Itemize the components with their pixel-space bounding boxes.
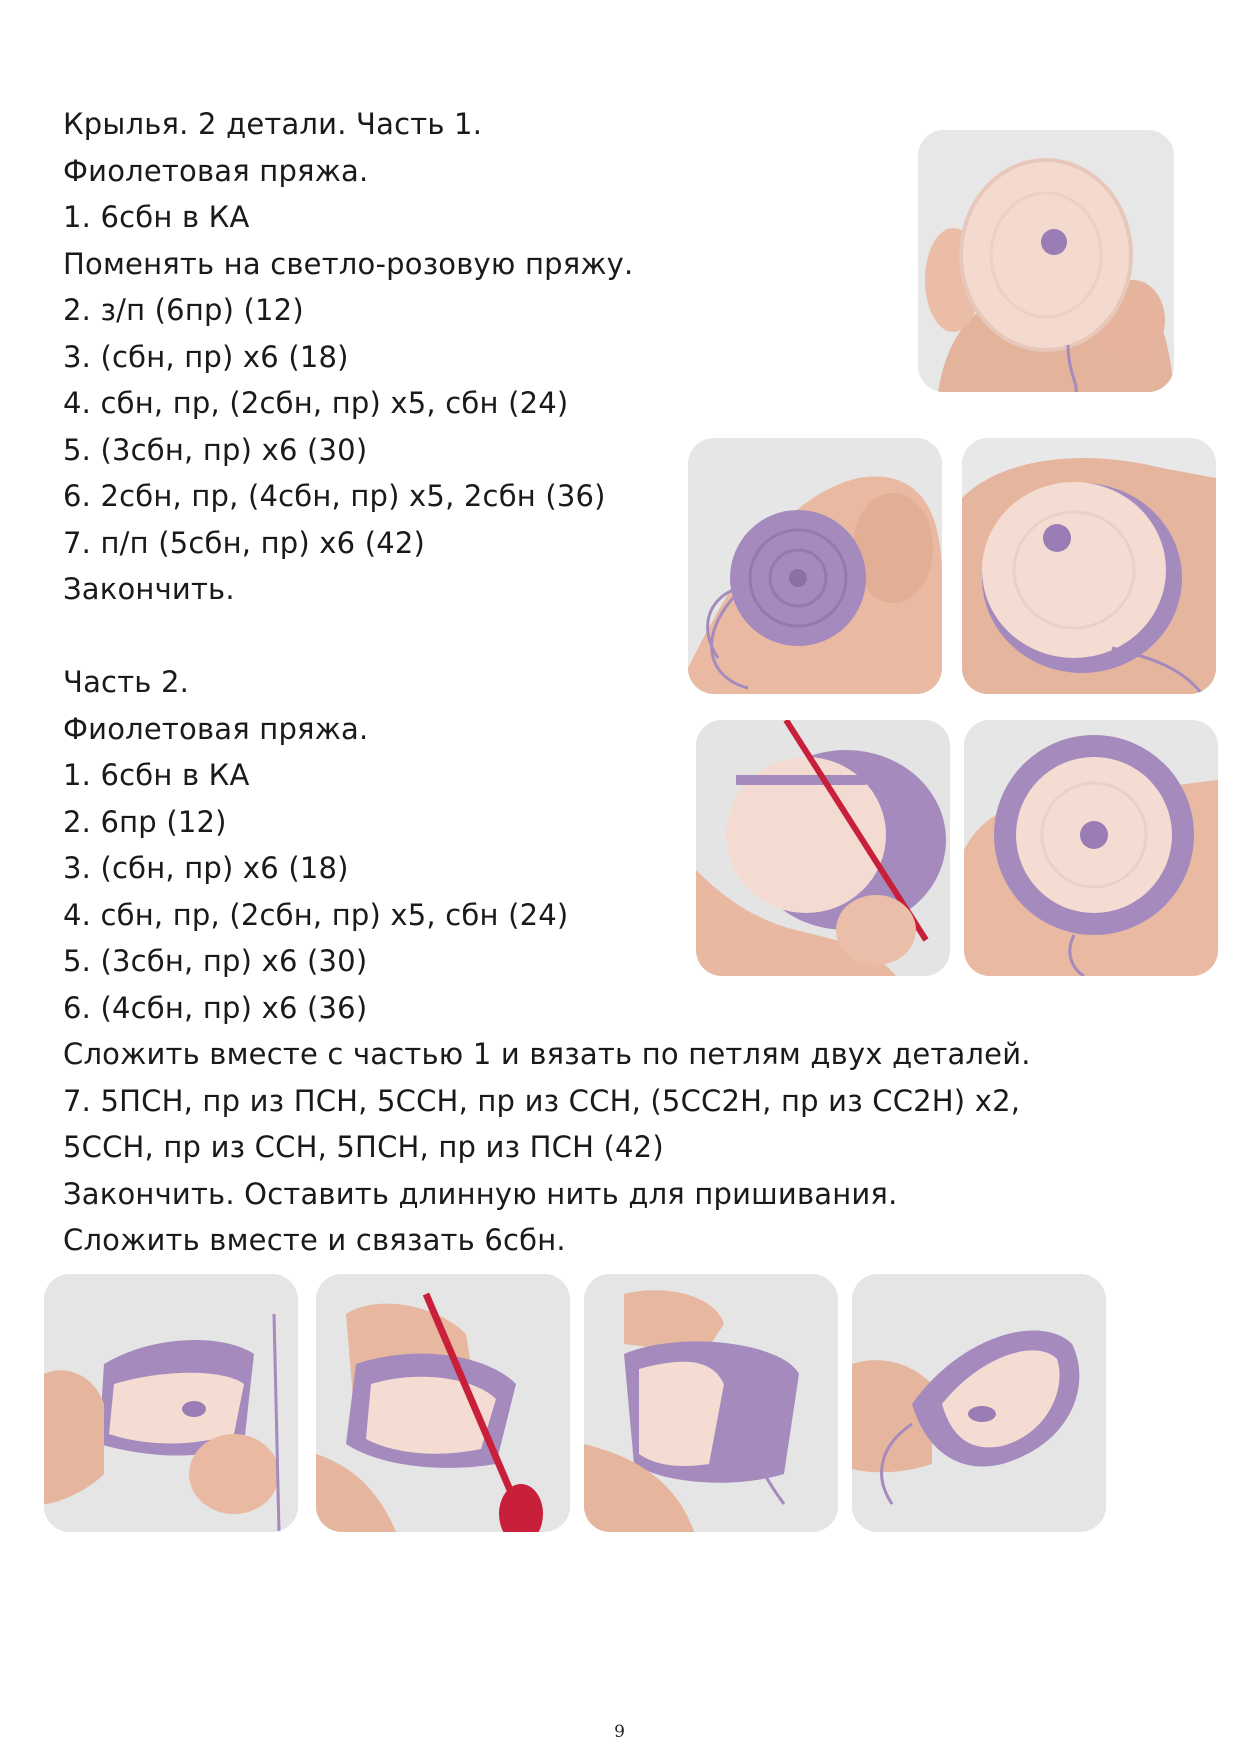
part1-finish: Закончить.	[63, 572, 235, 606]
part1-yarn-color: Фиолетовая пряжа.	[63, 153, 369, 188]
part2-fold-instruction: Сложить вместе и связать 6сбн.	[63, 1223, 566, 1257]
part1-row-1: 1. 6сбн в КА	[63, 200, 250, 234]
part2-row-6: 6. (4сбн, пр) х6 (36)	[63, 990, 368, 1025]
part2-join-instruction: Сложить вместе с частью 1 и вязать по петлям двух деталей.	[63, 1037, 1031, 1071]
part2-row-4: 4. сбн, пр, (2сбн, пр) х5, сбн (24)	[63, 897, 569, 932]
part2-row-3: 3. (сбн, пр) х6 (18)	[63, 851, 349, 885]
part1-row-6: 6. 2сбн, пр, (4сбн, пр) х5, 2сбн (36)	[63, 479, 606, 513]
photo-pink-disc-in-hand	[918, 130, 1174, 392]
part1-row-4: 4. сбн, пр, (2сбн, пр) х5, сбн (24)	[63, 386, 569, 420]
photo-joining-with-hook	[696, 720, 950, 976]
part2-row-5: 5. (3сбн, пр) х6 (30)	[63, 944, 368, 978]
photo-folded-wing-3	[584, 1274, 838, 1532]
part2-row-1: 1. 6сбн в КА	[63, 758, 250, 792]
part1-row-3: 3. (сбн, пр) х6 (18)	[63, 339, 349, 374]
part2-finish: Закончить. Оставить длинную нить для пришивания.	[63, 1176, 898, 1211]
part2-title: Часть 2.	[63, 665, 190, 699]
part1-row-2: 2. з/п (6пр) (12)	[63, 293, 304, 327]
photo-folded-wing-hook	[316, 1274, 570, 1532]
part1-title: Крылья. 2 детали. Часть 1.	[63, 107, 483, 141]
photo-folded-wing-1	[44, 1274, 298, 1532]
part2-row-7a: 7. 5ПСН, пр из ПСН, 5ССН, пр из ССН, (5СС2Н, пр из СС2Н) х2,	[63, 1083, 1021, 1118]
photo-pink-disc-tilted	[962, 438, 1216, 694]
photo-folded-wing-4	[852, 1274, 1106, 1532]
page-number: 9	[614, 1722, 625, 1742]
part2-row-7b: 5ССН, пр из ССН, 5ПСН, пр из ПСН (42)	[63, 1130, 664, 1164]
photo-purple-disc-in-palm	[688, 438, 942, 694]
part1-row-7: 7. п/п (5сбн, пр) х6 (42)	[63, 525, 426, 560]
part1-row-5: 5. (3сбн, пр) х6 (30)	[63, 432, 368, 467]
part2-yarn-color: Фиолетовая пряжа.	[63, 711, 369, 746]
part2-row-2: 2. 6пр (12)	[63, 804, 227, 839]
part1-change-yarn: Поменять на светло-розовую пряжу.	[63, 246, 634, 281]
photo-joined-disc	[964, 720, 1218, 976]
